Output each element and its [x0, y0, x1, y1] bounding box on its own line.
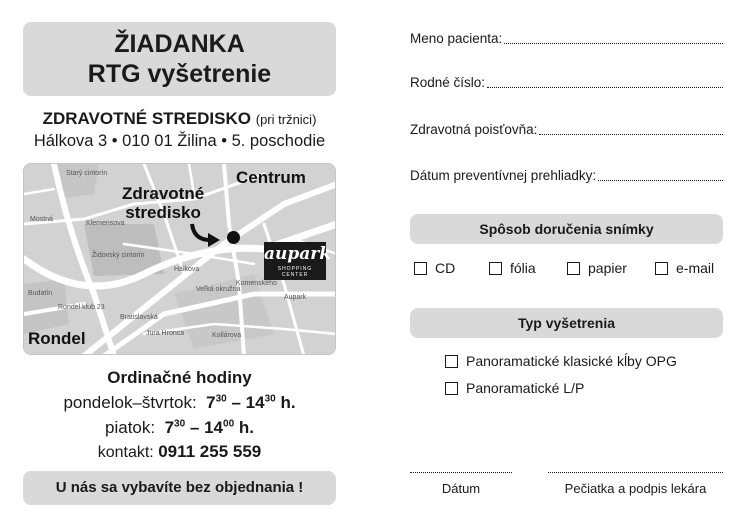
patient-name-field[interactable] — [410, 30, 723, 48]
hours-row-weekdays: pondelok–štvrtok: $7^{30} - 14^{30}$ h. — [63, 393, 296, 412]
map-label-rondel: Rondel — [28, 329, 86, 348]
delivery-option-cd[interactable]: CD — [414, 260, 455, 276]
center-name — [23, 108, 336, 131]
street-label: Jura Hronca — [146, 330, 185, 337]
field-label: Meno pacienta: — [410, 31, 503, 46]
street-label: Židovský cintorín — [92, 252, 145, 259]
checkbox[interactable] — [445, 382, 458, 395]
field-dotted-line[interactable] — [487, 87, 723, 88]
walk-in-note: U nás sa vybavíte bez objednania ! — [23, 471, 336, 505]
delivery-section-title: Spôsob doručenia snímky — [410, 214, 723, 244]
exam-option-opg[interactable]: Panoramatické klasické kĺby OPG — [445, 353, 677, 369]
checkbox[interactable] — [655, 262, 668, 275]
contact-label: kontakt: — [97, 444, 154, 461]
street-label: Komenského — [236, 280, 277, 287]
location-map — [23, 163, 336, 355]
map-label-centrum: Centrum — [236, 168, 306, 187]
exam-section-title: Typ vyšetrenia — [410, 308, 723, 338]
title-line-2: RTG vyšetrenie — [87, 60, 272, 88]
location-dot-icon — [227, 231, 240, 244]
title-line-1: ŽIADANKA — [114, 30, 245, 58]
field-dotted-line[interactable] — [504, 43, 723, 44]
checkbox[interactable] — [414, 262, 427, 275]
checkbox[interactable] — [445, 355, 458, 368]
map-label-center: Zdravotné stredisko — [122, 184, 205, 222]
center-name-suffix: (pri tržnici) — [255, 112, 317, 127]
checkbox[interactable] — [489, 262, 502, 275]
street-label: Rondel klub 23 — [58, 304, 105, 311]
street-label: Starý cintorín — [66, 170, 108, 177]
street-label: Veľká okružná — [196, 286, 241, 293]
street-label: Hálkova — [174, 266, 200, 273]
stamp-signature-label: Pečiatka a podpis lekára — [564, 481, 707, 496]
center-address: Hálkova 3 • 010 01 Žilina • 5. poschodie — [33, 132, 326, 150]
delivery-option-paper[interactable]: papier — [567, 260, 627, 276]
insurance-field[interactable] — [410, 121, 723, 139]
delivery-option-film[interactable]: fólia — [489, 260, 536, 276]
street-label: Mostná — [30, 216, 53, 223]
street-label: Budatín — [28, 290, 53, 297]
checkup-date-field[interactable] — [410, 167, 723, 185]
birth-number-field[interactable] — [410, 74, 723, 92]
street-label: Kollárova — [212, 332, 242, 339]
aupark-logo: aupark SHOPPING CENTER — [264, 244, 332, 278]
date-signature-line[interactable] — [410, 472, 512, 473]
contact-phone: 0911 255 559 — [158, 442, 262, 461]
contact-line — [23, 441, 336, 464]
field-label: Dátum preventívnej prehliadky: — [410, 168, 597, 183]
checkbox[interactable] — [567, 262, 580, 275]
field-label: Zdravotná poisťovňa: — [410, 122, 538, 137]
center-name-main: ZDRAVOTNÉ STREDISKO — [42, 109, 251, 128]
delivery-option-email[interactable]: e-mail — [655, 260, 714, 276]
title-box — [23, 22, 336, 96]
street-label: Klemensova — [86, 220, 125, 227]
hours-row-friday: piatok: $7^{30} - 14^{00}$ h. — [105, 418, 254, 437]
street-label: Bratislavská — [120, 314, 158, 321]
exam-option-lp[interactable]: Panoramatické L/P — [445, 380, 584, 396]
field-label: Rodné číslo: — [410, 75, 486, 90]
street-label: Aupark — [284, 294, 307, 301]
field-dotted-line[interactable] — [598, 180, 723, 181]
stamp-signature-line[interactable] — [548, 472, 723, 473]
hours-title: Ordinačné hodiny — [107, 368, 252, 387]
date-signature-label: Dátum — [441, 481, 481, 496]
field-dotted-line[interactable] — [539, 134, 723, 135]
